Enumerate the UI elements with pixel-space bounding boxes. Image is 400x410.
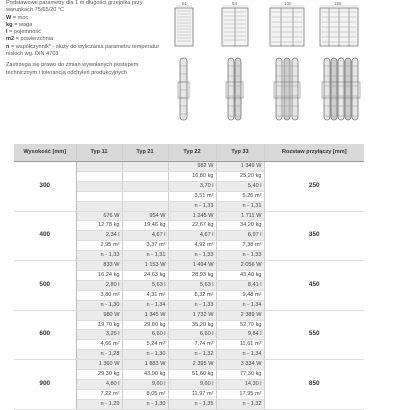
section-type-33 <box>322 58 360 120</box>
value-cell: n - 1,33 <box>168 201 216 211</box>
value-cell: n - 1,34 <box>216 350 264 360</box>
height-cell: 300 <box>14 162 76 212</box>
value-cell: n - 1,33 <box>216 251 264 261</box>
radiator-diagrams <box>170 0 400 134</box>
value-cell: 28,93 kg <box>168 270 216 280</box>
value-cell: 11,97 m² <box>168 389 216 399</box>
value-cell: 833 W <box>76 261 122 271</box>
height-cell: 600 <box>14 310 76 360</box>
dim-label-3: 100 <box>284 1 292 6</box>
value-cell <box>122 171 168 181</box>
dim-label-1: 61 <box>182 1 188 6</box>
value-cell: 3,37 m² <box>122 241 168 251</box>
value-cell: 52,70 kg <box>216 320 264 330</box>
value-cell: n - 1,32 <box>216 399 264 409</box>
table-header-row <box>14 144 364 162</box>
dim-label-2: 64 <box>232 1 238 6</box>
value-cell: n - 1,32 <box>168 350 216 360</box>
value-cell: 14,30 l <box>216 379 264 389</box>
spacing-cell: 250 <box>264 162 364 212</box>
value-cell: 9,60 l <box>122 379 168 389</box>
legend <box>6 0 166 77</box>
value-cell: 6,60 l <box>122 330 168 340</box>
value-cell: 2,80 l <box>76 280 122 290</box>
value-cell: 9,84 l <box>216 330 264 340</box>
value-cell <box>122 181 168 191</box>
value-cell: 8,41 l <box>216 280 264 290</box>
value-cell: n - 1,30 <box>76 300 122 310</box>
legend-item-weight: kg = waga <box>6 21 33 28</box>
value-cell: 35,20 kg <box>168 320 216 330</box>
value-cell: n - 1,31 <box>216 201 264 211</box>
value-cell <box>122 201 168 211</box>
value-cell: 1 349 W <box>216 162 264 172</box>
value-cell: 4,67 l <box>168 231 216 241</box>
value-cell: 7,38 m² <box>216 241 264 251</box>
value-cell: 6,97 l <box>216 231 264 241</box>
value-cell: 6,60 l <box>168 330 216 340</box>
value-cell <box>76 191 122 201</box>
table-row <box>14 360 364 370</box>
value-cell: 3,25 l <box>76 330 122 340</box>
table-row <box>14 261 364 271</box>
value-cell: 17,95 m² <box>216 389 264 399</box>
value-cell: 3 334 W <box>216 360 264 370</box>
value-cell: 2 395 W <box>168 360 216 370</box>
section-type-22 <box>274 58 300 120</box>
table-body <box>14 162 364 410</box>
value-cell: 1 711 W <box>216 211 264 221</box>
value-cell: 982 W <box>168 162 216 172</box>
value-cell: 2,95 m² <box>76 241 122 251</box>
value-cell: 1 153 W <box>122 261 168 271</box>
col-header-type-21: Typ 21 <box>122 144 168 162</box>
value-cell: 3,80 m² <box>76 290 122 300</box>
value-cell: 5,63 l <box>168 280 216 290</box>
profile-type-11 <box>175 1 193 46</box>
value-cell: 5,26 m² <box>216 191 264 201</box>
value-cell: 676 W <box>76 211 122 221</box>
profile-type-33 <box>320 1 358 46</box>
value-cell <box>76 171 122 181</box>
value-cell: 29,30 kg <box>76 370 122 380</box>
profile-type-21 <box>222 1 248 46</box>
value-cell: 1 732 W <box>168 310 216 320</box>
value-cell: 2 389 W <box>216 310 264 320</box>
value-cell: 24,63 kg <box>122 270 168 280</box>
value-cell: 5,40 l <box>216 181 264 191</box>
value-cell: 1 494 W <box>168 261 216 271</box>
height-cell: 400 <box>14 211 76 261</box>
value-cell: n - 1,31 <box>122 251 168 261</box>
section-type-21 <box>226 58 243 120</box>
value-cell <box>76 162 122 172</box>
value-cell: n - 1,34 <box>216 300 264 310</box>
height-cell: 500 <box>14 261 76 311</box>
parameters-table <box>14 144 364 410</box>
table-row <box>14 162 364 172</box>
value-cell: n - 1,35 <box>168 399 216 409</box>
col-header-height: Wysokość [mm] <box>14 144 76 162</box>
value-cell: 16,24 kg <box>76 270 122 280</box>
value-cell: 29,80 kg <box>122 320 168 330</box>
value-cell: 1 360 W <box>76 360 122 370</box>
legend-item-power: W = moc <box>6 14 29 21</box>
legend-note: Zastrzega się prawo do zmian wywołanych postępem technicznym i tolerancją odchyleń produkcyjnych <box>6 62 139 76</box>
value-cell: 51,60 kg <box>168 370 216 380</box>
profile-type-22 <box>270 1 304 46</box>
value-cell: 6,32 m² <box>168 290 216 300</box>
value-cell: 19,70 kg <box>76 320 122 330</box>
value-cell: 1 883 W <box>122 360 168 370</box>
value-cell: 16,80 kg <box>168 171 216 181</box>
value-cell: 4,80 l <box>76 379 122 389</box>
value-cell: n - 1,30 <box>122 350 168 360</box>
value-cell: 2,34 l <box>76 231 122 241</box>
value-cell: 2 056 W <box>216 261 264 271</box>
value-cell: 4,31 m² <box>122 290 168 300</box>
value-cell: n - 1,29 <box>76 399 122 409</box>
value-cell: 43,90 kg <box>122 370 168 380</box>
value-cell: n - 1,33 <box>168 251 216 261</box>
value-cell: 4,66 m² <box>76 340 122 350</box>
value-cell: 5,63 l <box>122 280 168 290</box>
value-cell: 4,92 m² <box>168 241 216 251</box>
value-cell: 7,22 m² <box>76 389 122 399</box>
value-cell: 8,05 m² <box>122 389 168 399</box>
value-cell: n - 1,34 <box>122 300 168 310</box>
value-cell: 3,51 m² <box>168 191 216 201</box>
value-cell: 1 345 W <box>122 310 168 320</box>
value-cell: n - 1,28 <box>76 350 122 360</box>
value-cell: 9,60 l <box>168 379 216 389</box>
value-cell: 25,20 kg <box>216 171 264 181</box>
value-cell: 3,70 l <box>168 181 216 191</box>
value-cell: 4,67 l <box>122 231 168 241</box>
value-cell <box>76 201 122 211</box>
value-cell: 12,78 kg <box>76 221 122 231</box>
value-cell: 22,67 kg <box>168 221 216 231</box>
value-cell: 77,30 kg <box>216 370 264 380</box>
value-cell: 19,46 kg <box>122 221 168 231</box>
col-header-type-22: Typ 22 <box>168 144 216 162</box>
table-row <box>14 211 364 221</box>
section-type-11 <box>178 58 189 120</box>
spacing-cell: 850 <box>264 360 364 410</box>
col-header-type-11: Typ 11 <box>76 144 122 162</box>
value-cell: 9,48 m² <box>216 290 264 300</box>
value-cell: 1 245 W <box>168 211 216 221</box>
spacing-cell: 450 <box>264 261 364 311</box>
legend-intro: Podstawowe parametry dla 1 m długości grzejnika przy warunkach 75/65/20 °C <box>6 0 143 14</box>
value-cell: 5,24 m² <box>122 340 168 350</box>
legend-item-capacity: l = pojemność <box>6 29 41 36</box>
spacing-cell: 350 <box>264 211 364 261</box>
value-cell: n - 1,30 <box>122 399 168 409</box>
col-header-type-33: Typ 33 <box>216 144 264 162</box>
value-cell: 11,61 m² <box>216 340 264 350</box>
value-cell <box>76 181 122 191</box>
value-cell: 7,74 m² <box>168 340 216 350</box>
col-header-spacing: Rozstaw przyłączy [mm] <box>264 144 364 162</box>
spacing-cell: 550 <box>264 310 364 360</box>
value-cell <box>122 191 168 201</box>
value-cell: n - 1,33 <box>76 251 122 261</box>
height-cell: 900 <box>14 360 76 410</box>
legend-item-coefficient: n = współczynnik* - służy do wyliczania parametru temperatur niskich wg. DIN 4703 <box>6 43 160 58</box>
table-row <box>14 310 364 320</box>
dim-label-4: 155 <box>334 1 342 6</box>
value-cell: 954 W <box>122 211 168 221</box>
value-cell: n - 1,33 <box>168 300 216 310</box>
value-cell: 980 W <box>76 310 122 320</box>
value-cell: 34,20 kg <box>216 221 264 231</box>
value-cell: 43,40 kg <box>216 270 264 280</box>
value-cell <box>122 162 168 172</box>
legend-item-surface: m2 = powierzchnia <box>6 36 54 43</box>
